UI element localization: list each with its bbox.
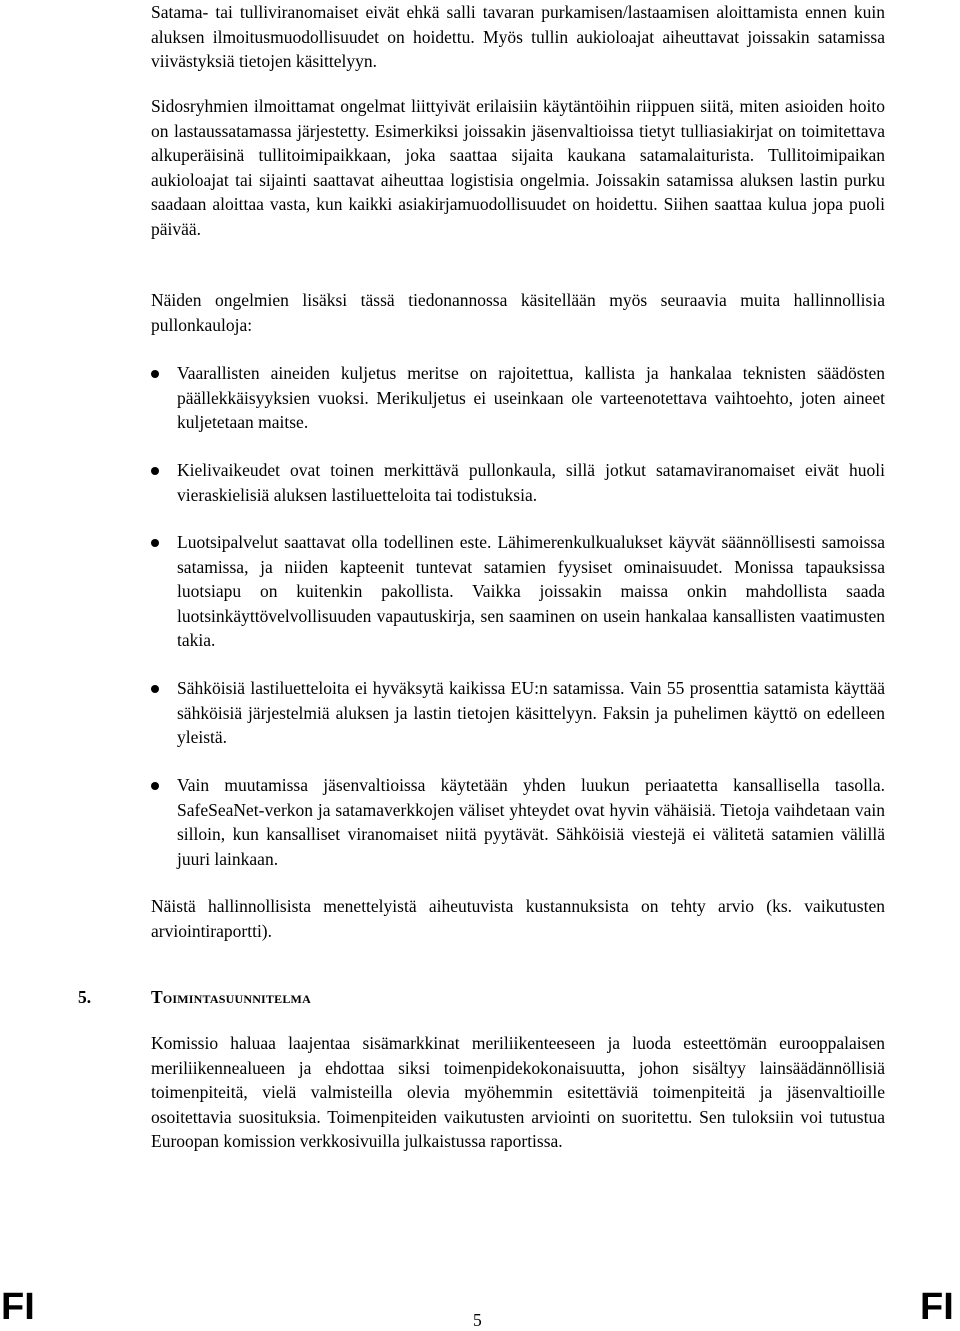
paragraph-cost-estimate: Näistä hallinnollisista menettelyistä aiheutuvista kustannuksista on tehty arvio (ks. vaikutusten arviointiraportti). <box>151 896 885 941</box>
footer-page-number: 5 <box>473 1310 482 1330</box>
bullet-icon <box>151 685 159 693</box>
footer-language-right: FI <box>920 1286 954 1328</box>
bullet-text: Vaarallisten aineiden kuljetus meritse on rajoitettua, kallista ja hankalaa teknisten säädösten päällekkäisyyksien vuoksi. Merikuljetus ei useinkaan ole varteenotettava vaihtoehto, joten aineet kuljetetaan maitse. <box>177 363 885 432</box>
paragraph-customs-authorities: Satama- tai tulliviranomaiset eivät ehkä salli tavaran purkamisen/lastaamisen aloittamista ennen kuin aluksen ilmoitusmuodollisuudet on hoidettu. Myös tullin aukioloajat aiheuttavat joissakin satamissa viivästyksiä tietojen käsittelyyn. <box>151 2 885 71</box>
paragraph-stakeholder-problems: Sidosryhmien ilmoittamat ongelmat liittyivät erilaisiin käytäntöihin riippuen siitä, miten asioiden hoito on lastaussatamassa järjestetty. Esimerkiksi joissakin jäsenvaltioissa tietyt tulliasiakirjat on toimitettava alkuperäisinä tullitoimipaikkaan, joka saattaa sijaita kaukana satamalaiturista. Tullitoimipaikan aukioloajat tai sijainti saattavat aiheuttaa logistisia ongelmia. Joissakin satamissa aluksen lastin purku saadaan aloittaa vasta, kun kaikki asiakirjamuodollisuudet on hoidettu. Siihen saattaa kulua jopa puoli päivää. <box>151 96 885 239</box>
section-title: Toimintasuunnitelma <box>151 987 311 1007</box>
bullet-icon <box>151 370 159 378</box>
paragraph-commission-action-plan: Komissio haluaa laajentaa sisämarkkinat meriliikenteeseen ja luoda esteettömän eurooppalaisen meriliikennealueen ja ehdottaa siksi toimenpidekokonaisuutta, johon sisältyy lainsäädännöllisiä toimenpiteitä, vielä valmisteilla olevia myöhemmin esitettäviä toimenpiteitä ja jäsenvaltioille osoitettavia suosituksia. Toimenpiteiden vaikutusten arviointi on suoritettu. Sen tuloksiin voi tutustua Euroopan komission verkkosivuilla julkaistussa raportissa. <box>151 1033 885 1151</box>
bullet-text: Sähköisiä lastiluetteloita ei hyväksytä kaikissa EU:n satamissa. Vain 55 prosenttia satamista käyttää sähköisiä järjestelmiä aluksen ja lastin tietojen käsittelyyn. Faksin ja puhelimen käyttö on edelleen yleistä. <box>177 678 885 747</box>
bullet-icon <box>151 782 159 790</box>
footer-language-left: FI <box>1 1286 35 1328</box>
bullet-text: Luotsipalvelut saattavat olla todellinen este. Lähimerenkulkualukset käyvät säännöllisesti samoissa satamissa, ja niiden kapteenit tuntevat satamien fyysiset ominaisuudet. Monissa tapauksissa luotsiapu on kuitenkin pakollista. Vaikka joissakin maissa onkin mahdollista saada luotsinkäyttövelvollisuuden vapautuskirja, sen saaminen on usein hankalaa kansallisten vaatimusten takia. <box>177 532 885 650</box>
paragraph-administrative-bottlenecks-intro: Näiden ongelmien lisäksi tässä tiedonannossa käsitellään myös seuraavia muita hallinnollisia pullonkauloja: <box>151 290 885 335</box>
bullet-text: Vain muutamissa jäsenvaltioissa käytetään yhden luukun periaatetta kansallisella tasolla. SafeSeaNet-verkon ja satamaverkkojen väliset yhteydet ovat hyvin vähäisiä. Tietoja vaihdetaan vain silloin, kun kansalliset viranomaiset niitä pyytävät. Sähköisiä viestejä ei välitetä satamien välillä juuri lainkaan. <box>177 775 885 869</box>
bullet-icon <box>151 539 159 547</box>
bullet-icon <box>151 467 159 475</box>
bullet-text: Kielivaikeudet ovat toinen merkittävä pullonkaula, sillä jotkut satamaviranomaiset eivät huoli vieraskielisiä aluksen lastiluetteloita tai todistuksia. <box>177 460 885 505</box>
section-number: 5. <box>78 987 92 1007</box>
